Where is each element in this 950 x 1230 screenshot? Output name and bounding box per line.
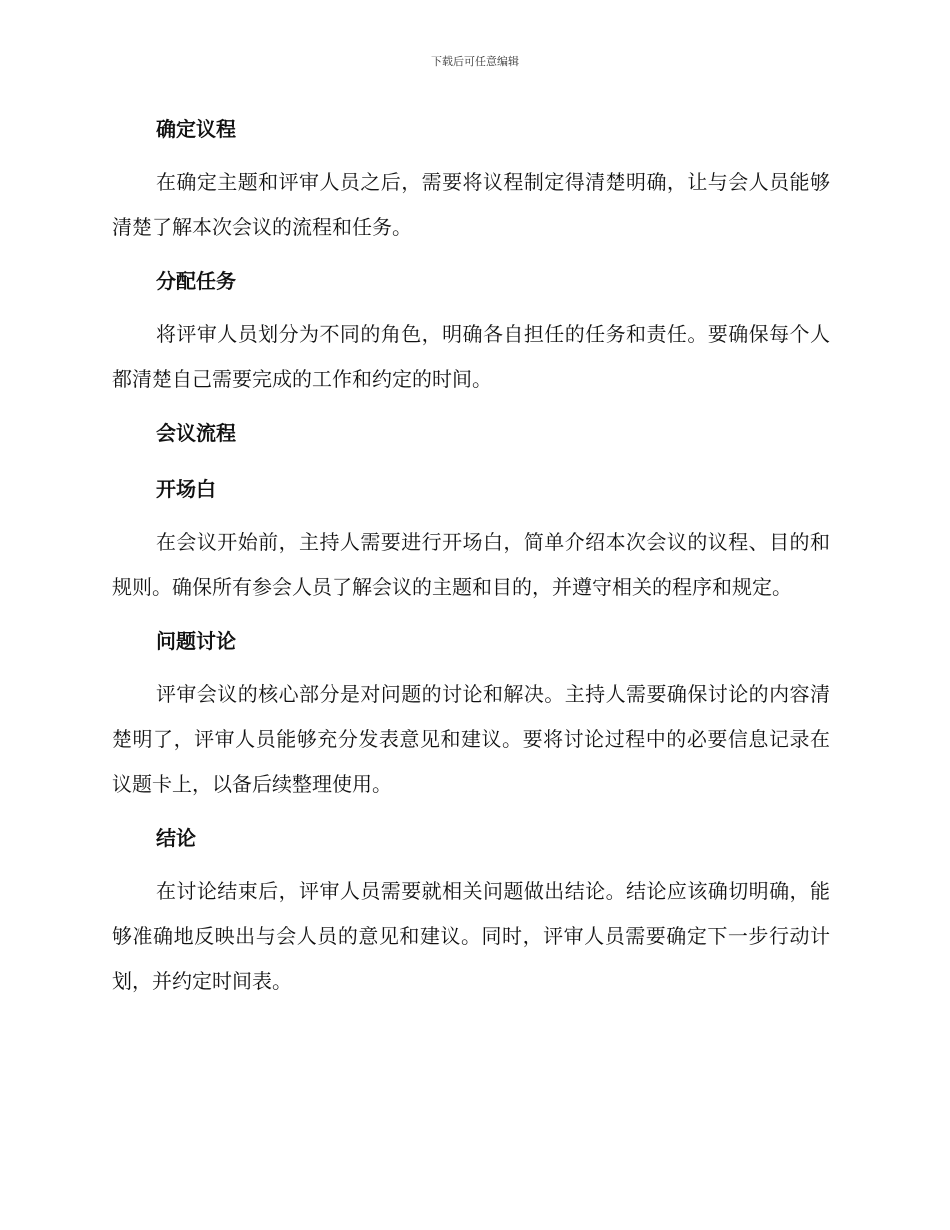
document-body [112, 112, 830, 1018]
paragraph-assign-tasks: 将评审人员划分为不同的角色，明确各自担任的任务和责任。要确保每个人都清楚自己需要完成的工作和约定的时间。 [112, 322, 830, 391]
paragraph-discussion: 评审会议的核心部分是对问题的讨论和解决。主持人需要确保讨论的内容清楚明了，评审人员能够充分发表意见和建议。要将讨论过程中的必要信息记录在议题卡上，以备后续整理使用。 [112, 682, 830, 796]
section-heading-meeting-process: 会议流程 [156, 421, 236, 445]
paragraph-opening: 在会议开始前，主持人需要进行开场白，简单介绍本次会议的议程、目的和规则。确保所有参会人员了解会议的主题和目的，并遵守相关的程序和规定。 [112, 530, 830, 599]
section-heading-assign-tasks: 分配任务 [156, 269, 236, 293]
page-header: 下载后可任意编辑 [431, 55, 519, 68]
paragraph-conclusion: 在讨论结束后，评审人员需要就相关问题做出结论。结论应该确切明确，能够准确地反映出与会人员的意见和建议。同时，评审人员需要确定下一步行动计划，并约定时间表。 [112, 879, 830, 993]
section-heading-opening: 开场白 [156, 477, 216, 501]
section-heading-agenda: 确定议程 [156, 117, 236, 141]
section-heading-discussion: 问题讨论 [156, 629, 236, 653]
section-heading-conclusion: 结论 [156, 826, 196, 850]
paragraph-agenda: 在确定主题和评审人员之后，需要将议程制定得清楚明确，让与会人员能够清楚了解本次会议的流程和任务。 [112, 170, 830, 239]
